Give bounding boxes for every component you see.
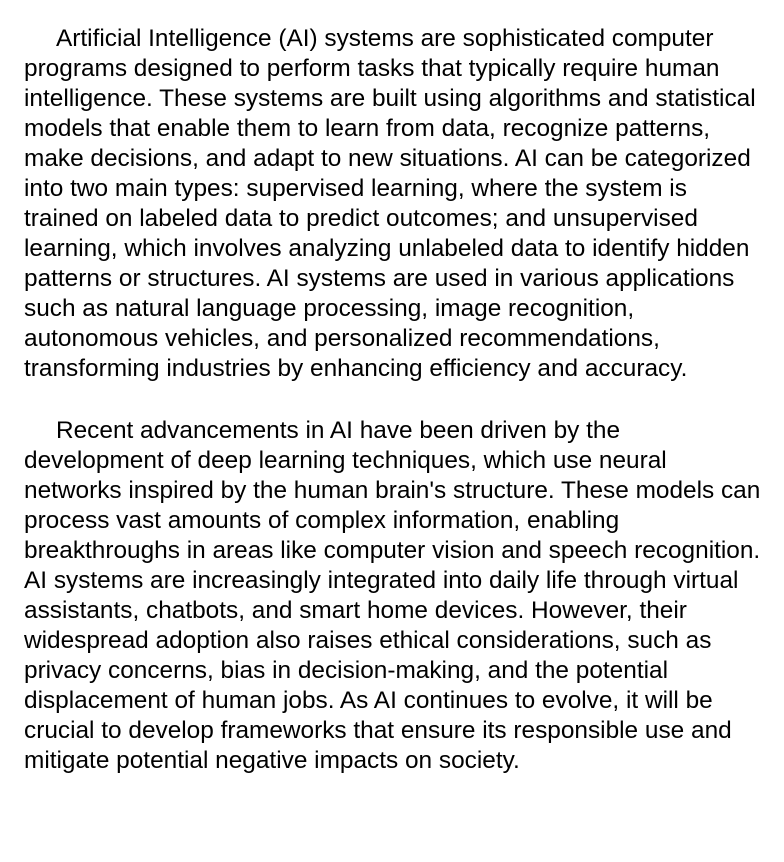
- paragraph-ai-overview: Artificial Intelligence (AI) systems are sophisticated computer programs designed to perform tasks that typically require human intelligence. These systems are built using algorithms and statistical models that enable them to learn from data, recognize patterns, make decisions, and adapt to new situations. AI can be categorized into two main types: supervised learning, where the system is trained on labeled data to predict outcomes; and unsupervised learning, which involves analyzing unlabeled data to identify hidden patterns or structures. AI systems are used in various applications such as natural language processing, image recognition, autonomous vehicles, and personalized recommendations, transforming industries by enhancing efficiency and accuracy.: [24, 25, 756, 382]
- document-body: [24, 24, 764, 776]
- paragraph-ai-advancements: Recent advancements in AI have been driven by the development of deep learning techniques, which use neural networks inspired by the human brain's structure. These models can process vast amounts of complex information, enabling breakthroughs in areas like computer vision and speech recognition. AI systems are increasingly integrated into daily life through virtual assistants, chatbots, and smart home devices. However, their widespread adoption also raises ethical considerations, such as privacy concerns, bias in decision-making, and the potential displacement of human jobs. As AI continues to evolve, it will be crucial to develop frameworks that ensure its responsible use and mitigate potential negative impacts on society.: [24, 417, 761, 774]
